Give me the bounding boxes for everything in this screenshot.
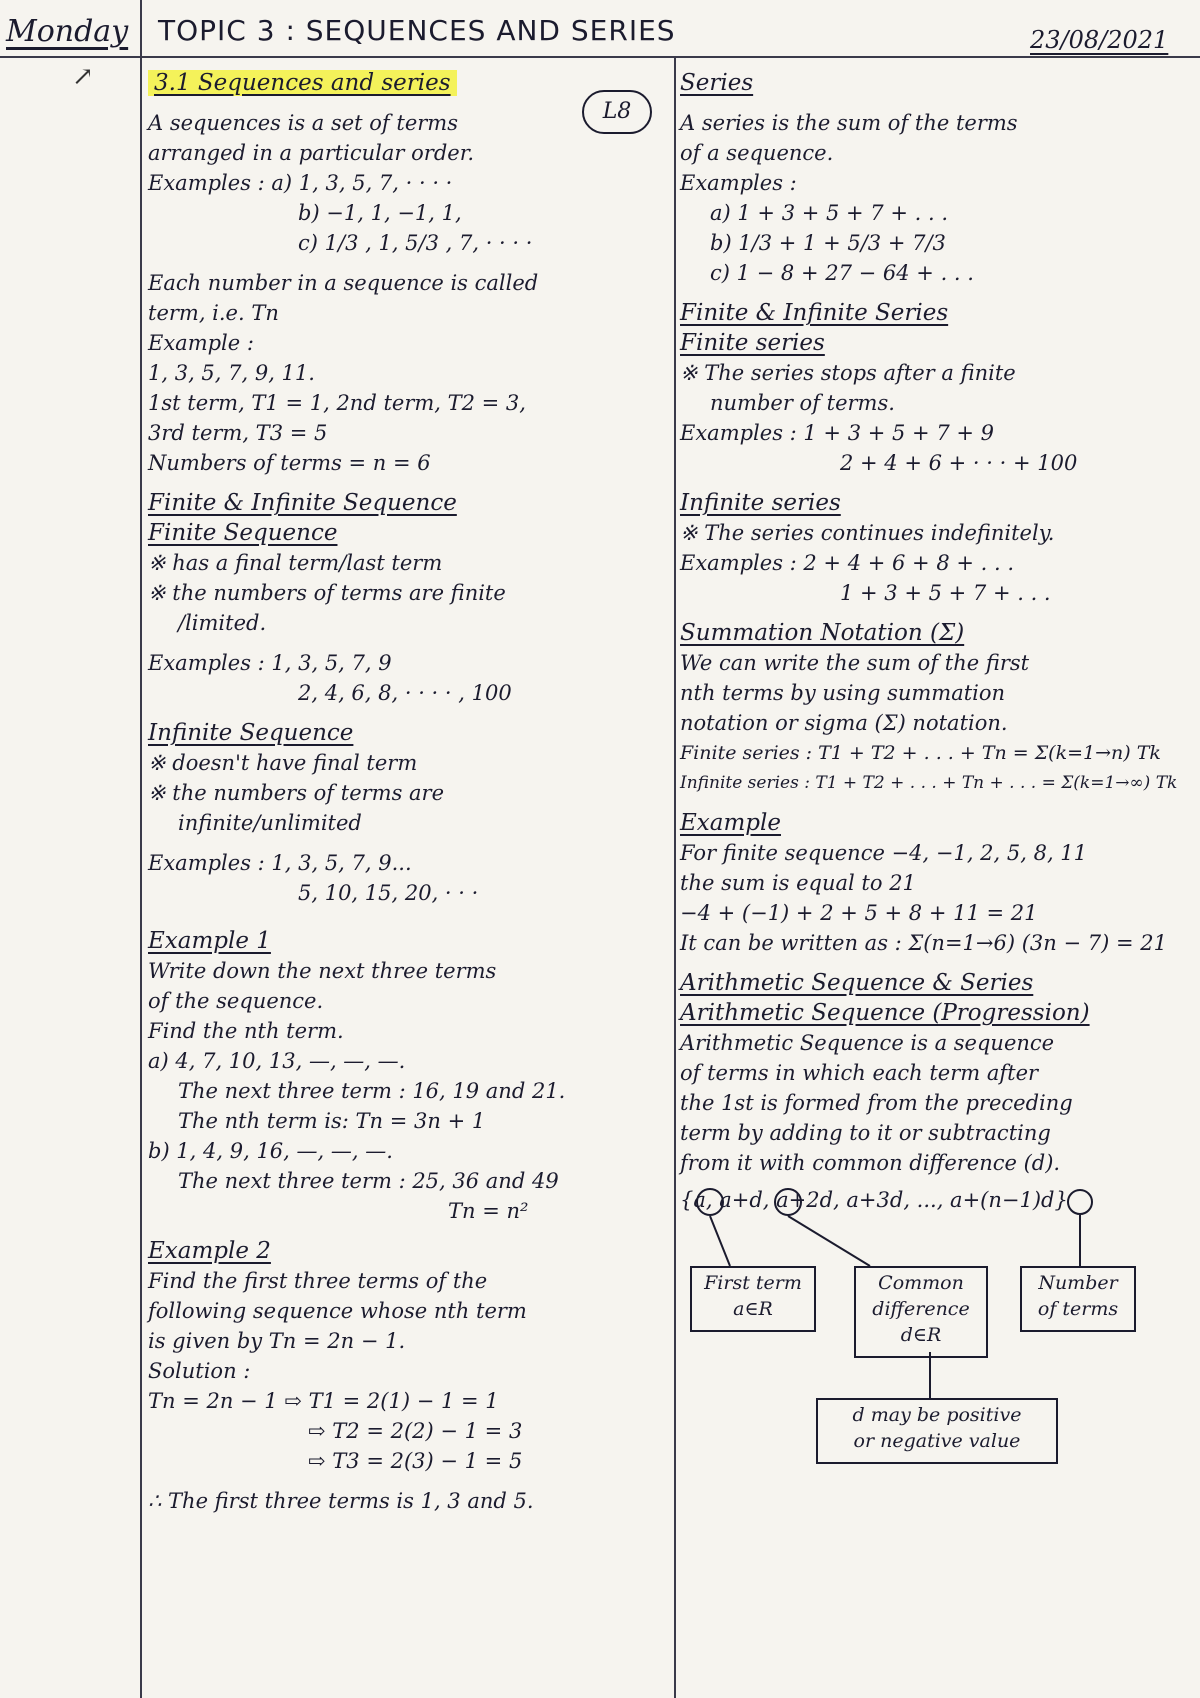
box-line: difference [872, 1298, 970, 1320]
finite-series-heading: Finite series [680, 330, 825, 356]
right-column [680, 68, 1195, 1518]
infinite-example: 5, 10, 15, 20, · · · [298, 881, 479, 905]
arith-line: of terms in which each term after [680, 1061, 1039, 1085]
series-line: c) 1 − 8 + 27 − 64 + . . . [710, 261, 974, 285]
finite-line: ※ the numbers of terms are finite [148, 581, 506, 605]
example1-line: Write down the next three terms [148, 959, 497, 983]
infinite-series-heading: Infinite series [680, 490, 841, 516]
box-line: d∈R [900, 1324, 942, 1346]
example1-line: The next three term : 25, 36 and 49 [178, 1169, 559, 1193]
day-label: Monday [6, 14, 129, 49]
arith-line: from it with common difference (d). [680, 1151, 1061, 1175]
intro-line: 1, 3, 5, 7, 9, 11. [148, 361, 315, 385]
summation-line: nth terms by using summation [680, 681, 1006, 705]
finite-series-line: ※ The series stops after a finite [680, 361, 1016, 385]
box-common-difference [854, 1266, 988, 1358]
example1-line: Tn = n² [448, 1199, 529, 1223]
example1-line: of the sequence. [148, 989, 324, 1013]
header-rule [0, 56, 1200, 58]
date-label: 23/08/2021 [1030, 26, 1169, 54]
series-line: A series is the sum of the terms [680, 111, 1018, 135]
example2-line: ∴ The first three terms is 1, 3 and 5. [148, 1489, 534, 1513]
box-number-of-terms [1020, 1266, 1136, 1332]
arith-seq-heading: Arithmetic Sequence (Progression) [680, 1000, 1090, 1026]
section-title: 3.1 Sequences and series [148, 68, 668, 98]
example2-line: Solution : [148, 1359, 251, 1383]
topic-title: TOPIC 3 : SEQUENCES AND SERIES [158, 14, 676, 47]
margin-line [140, 0, 142, 1698]
example2-line: ⇨ T3 = 2(3) − 1 = 5 [308, 1449, 523, 1473]
intro-line: Each number in a sequence is called [148, 271, 539, 295]
summation-line: notation or sigma (Σ) notation. [680, 711, 1008, 735]
example2-line: Find the first three terms of the [148, 1269, 488, 1293]
infinite-sequence-heading: Infinite Sequence [148, 720, 354, 746]
intro-line: Example : [148, 331, 254, 355]
intro-line: A sequences is a set of terms [148, 111, 458, 135]
intro-line: b) −1, 1, −1, 1, [298, 201, 462, 225]
infinite-example: Examples : 1, 3, 5, 7, 9... [148, 851, 412, 875]
arithmetic-diagram [680, 1188, 1195, 1518]
finite-series-line: number of terms. [710, 391, 895, 415]
example-line: For finite sequence −4, −1, 2, 5, 8, 11 [680, 841, 1088, 865]
example1-line: b) 1, 4, 9, 16, —, —, —. [148, 1139, 393, 1163]
intro-line: c) 1/3 , 1, 5/3 , 7, · · · · [298, 231, 533, 255]
intro-line: 1st term, T1 = 1, 2nd term, T2 = 3, [148, 391, 526, 415]
box-line: a∈R [733, 1298, 773, 1320]
example2-line: Tn = 2n − 1 ⇨ T1 = 2(1) − 1 = 1 [148, 1389, 499, 1413]
box-line: of terms [1037, 1298, 1119, 1320]
intro-line: arranged in a particular order. [148, 141, 475, 165]
finite-example: Examples : 1, 3, 5, 7, 9 [148, 651, 392, 675]
example-heading: Example [680, 810, 781, 836]
box-line: First term [704, 1272, 802, 1294]
box-line: Number [1038, 1272, 1118, 1294]
infinite-series-line: ※ The series continues indefinitely. [680, 521, 1055, 545]
infinite-line: ※ doesn't have final term [148, 751, 418, 775]
finite-series-line: 2 + 4 + 6 + · · · + 100 [840, 451, 1078, 475]
finite-infinite-heading: Finite & Infinite Sequence [148, 490, 457, 516]
intro-line: Numbers of terms = n = 6 [148, 451, 431, 475]
summation-line: We can write the sum of the first [680, 651, 1030, 675]
finite-example: 2, 4, 6, 8, · · · · , 100 [298, 681, 512, 705]
arrow-common [788, 1216, 870, 1266]
infinite-series-line: Examples : 2 + 4 + 6 + 8 + . . . [680, 551, 1015, 575]
arith-heading: Arithmetic Sequence & Series [680, 970, 1034, 996]
arrow-first [710, 1216, 730, 1266]
box-line: Common [878, 1272, 964, 1294]
series-heading: Series [680, 70, 754, 96]
example-line: It can be written as : Σ(n=1→6) (3n − 7) = 21 [680, 931, 1167, 955]
arithmetic-formula: {a, a+d, a+2d, a+3d, ..., a+(n−1)d} [680, 1188, 1068, 1212]
series-line: b) 1/3 + 1 + 5/3 + 7/3 [710, 231, 946, 255]
box-line: d may be positive [852, 1404, 1022, 1426]
arith-line: Arithmetic Sequence is a sequence [680, 1031, 1055, 1055]
series-line: a) 1 + 3 + 5 + 7 + . . . [710, 201, 948, 225]
example2-line: is given by Tn = 2n − 1. [148, 1329, 406, 1353]
infinite-line: ※ the numbers of terms are [148, 781, 445, 805]
example2-line: following sequence whose nth term [148, 1299, 527, 1323]
example1-line: Find the nth term. [148, 1019, 344, 1043]
summation-line: Finite series : T1 + T2 + . . . + Tn = Σ(k=1→n) Tk [680, 742, 1161, 764]
example1-line: The next three term : 16, 19 and 21. [178, 1079, 566, 1103]
infinite-series-line: 1 + 3 + 5 + 7 + . . . [840, 581, 1051, 605]
intro-line: term, i.e. Tn [148, 301, 279, 325]
column-divider [674, 56, 676, 1698]
finite-series-line: Examples : 1 + 3 + 5 + 7 + 9 [680, 421, 994, 445]
finite-sequence-heading: Finite Sequence [148, 520, 338, 546]
example1-line: The nth term is: Tn = 3n + 1 [178, 1109, 486, 1133]
intro-line: Examples : a) 1, 3, 5, 7, · · · · [148, 171, 453, 195]
pen-mark-icon: ↗ [72, 62, 94, 92]
example1-line: a) 4, 7, 10, 13, —, —, —. [148, 1049, 406, 1073]
fi-series-heading: Finite & Infinite Series [680, 300, 949, 326]
box-first-term [690, 1266, 816, 1332]
finite-line: ※ has a final term/last term [148, 551, 443, 575]
summation-heading: Summation Notation (Σ) [680, 620, 965, 646]
summation-line: Infinite series : T1 + T2 + . . . + Tn + . . . = Σ(k=1→∞) Tk [680, 773, 1178, 793]
arith-line: term by adding to it or subtracting [680, 1121, 1051, 1145]
series-line: of a sequence. [680, 141, 834, 165]
infinite-line: infinite/unlimited [178, 811, 362, 835]
finite-line: /limited. [178, 611, 267, 635]
box-line: or negative value [853, 1430, 1021, 1452]
example-line: the sum is equal to 21 [680, 871, 916, 895]
intro-line: 3rd term, T3 = 5 [148, 421, 328, 445]
example1-heading: Example 1 [148, 928, 271, 954]
circle-n [1068, 1190, 1092, 1214]
lecture-tag: L8 [582, 90, 652, 134]
example2-heading: Example 2 [148, 1238, 271, 1264]
arith-line: the 1st is formed from the preceding [680, 1091, 1073, 1115]
left-column [148, 68, 668, 1516]
series-line: Examples : [680, 171, 797, 195]
example-line: −4 + (−1) + 2 + 5 + 8 + 11 = 21 [680, 901, 1038, 925]
example2-line: ⇨ T2 = 2(2) − 1 = 3 [308, 1419, 523, 1443]
box-sign-note [816, 1398, 1058, 1464]
